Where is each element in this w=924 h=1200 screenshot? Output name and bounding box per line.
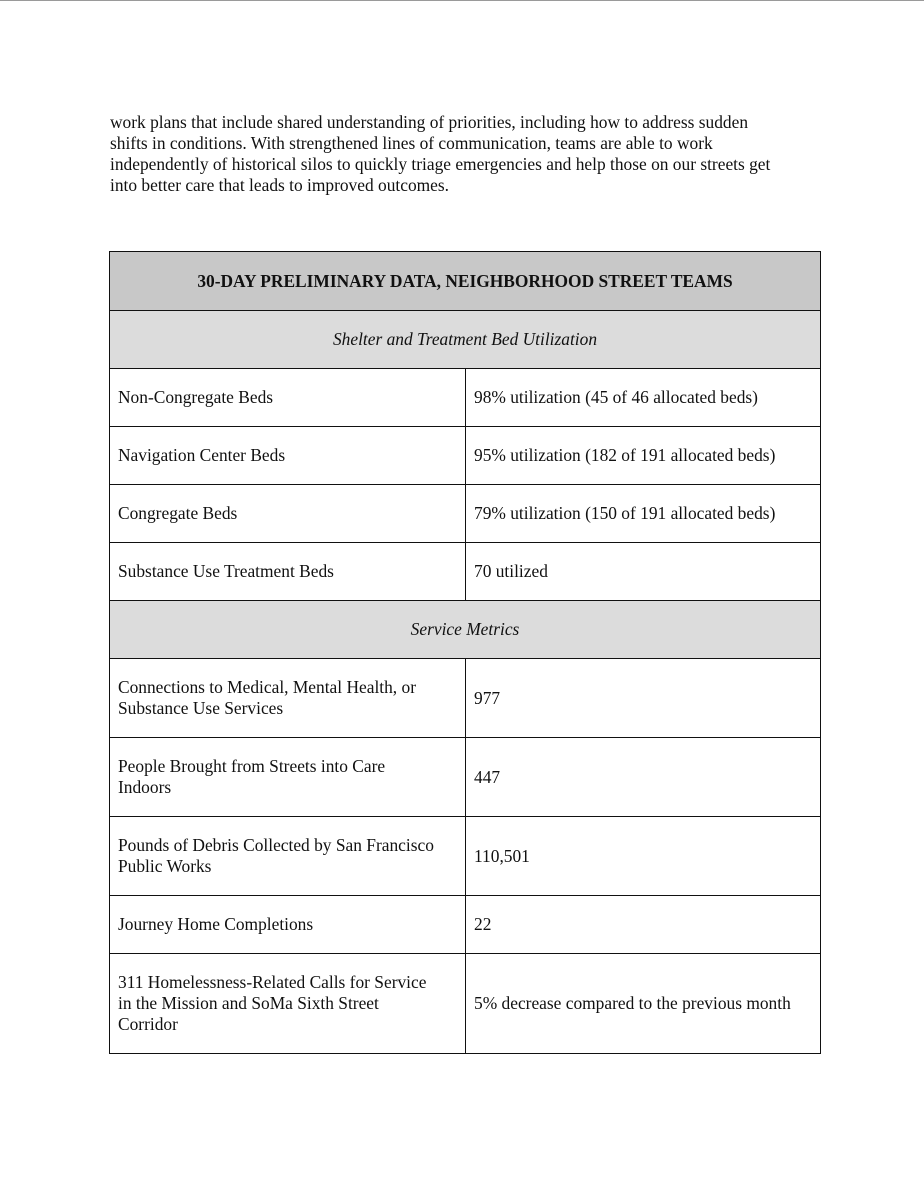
row-label-line: Indoors: [118, 777, 172, 797]
row-label-line: Pounds of Debris Collected by San Francisco: [118, 835, 434, 855]
table-row: [110, 427, 821, 485]
row-label: [110, 738, 466, 817]
table-row: [110, 817, 821, 896]
row-label: [110, 896, 466, 954]
row-value: 98% utilization (45 of 46 allocated beds): [466, 369, 821, 427]
table-title-row: [110, 252, 821, 311]
intro-line: shifts in conditions. With strengthened lines of communication, teams are able to work: [110, 133, 713, 153]
row-value: 95% utilization (182 of 191 allocated beds): [466, 427, 821, 485]
intro-line: into better care that leads to improved outcomes.: [110, 175, 450, 195]
page-top-border: [0, 0, 924, 1]
row-label: [110, 817, 466, 896]
row-label-line: Navigation Center Beds: [118, 445, 286, 465]
row-label-line: in the Mission and SoMa Sixth Street: [118, 993, 379, 1013]
row-label: [110, 659, 466, 738]
row-label-line: Public Works: [118, 856, 212, 876]
row-label: [110, 427, 466, 485]
row-value: 977: [466, 659, 821, 738]
section-heading-bed-utilization: Shelter and Treatment Bed Utilization: [110, 311, 821, 369]
intro-line: independently of historical silos to quickly triage emergencies and help those on our streets get: [110, 154, 771, 174]
row-value: 110,501: [466, 817, 821, 896]
table-row: [110, 659, 821, 738]
intro-paragraph: [110, 112, 830, 196]
row-value: 79% utilization (150 of 191 allocated beds): [466, 485, 821, 543]
table-row: [110, 954, 821, 1054]
row-value: 70 utilized: [466, 543, 821, 601]
row-label: [110, 485, 466, 543]
section-heading-row: [110, 311, 821, 369]
table-row: [110, 543, 821, 601]
row-label-line: People Brought from Streets into Care: [118, 756, 386, 776]
row-label: [110, 543, 466, 601]
table-row: [110, 369, 821, 427]
section-heading-service-metrics: Service Metrics: [110, 601, 821, 659]
table-row: [110, 485, 821, 543]
row-label: [110, 954, 466, 1054]
table-row: [110, 896, 821, 954]
row-label: [110, 369, 466, 427]
street-teams-data-table: [109, 251, 821, 1054]
intro-line: work plans that include shared understanding of priorities, including how to address sudden: [110, 112, 749, 132]
row-label-line: Journey Home Completions: [118, 914, 314, 934]
row-label-line: Substance Use Services: [118, 698, 284, 718]
row-value: 22: [466, 896, 821, 954]
table-title: 30-DAY PRELIMINARY DATA, NEIGHBORHOOD STREET TEAMS: [110, 252, 821, 311]
row-label-line: Corridor: [118, 1014, 178, 1034]
row-label-line: Congregate Beds: [118, 503, 238, 523]
row-label-line: Substance Use Treatment Beds: [118, 561, 334, 581]
row-label-line: Non-Congregate Beds: [118, 387, 274, 407]
row-label-line: Connections to Medical, Mental Health, or: [118, 677, 416, 697]
table-row: [110, 738, 821, 817]
section-heading-row: [110, 601, 821, 659]
row-value: 447: [466, 738, 821, 817]
row-label-line: 311 Homelessness-Related Calls for Service: [118, 972, 427, 992]
row-value: 5% decrease compared to the previous month: [466, 954, 821, 1054]
